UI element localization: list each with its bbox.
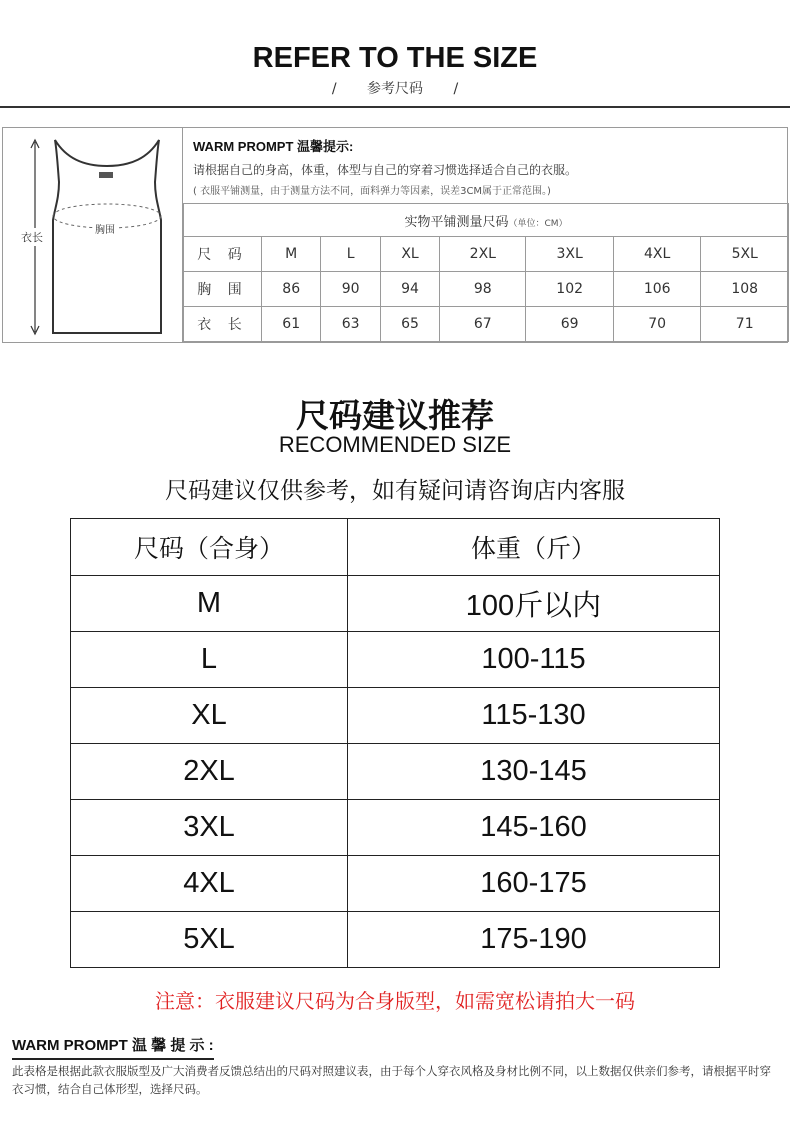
warm-prompt-text: 请根据自己的身高，体重，体型与自己的穿着习惯选择适合自己的衣服。 xyxy=(193,163,578,177)
size-cell: L xyxy=(321,237,380,272)
size-cell: 3XL xyxy=(526,237,614,272)
measurement-caption-text: 实物平铺测量尺码 xyxy=(404,214,509,230)
length-row-label: 衣 长 xyxy=(184,307,262,342)
figure-length-label: 衣长 xyxy=(21,228,43,246)
recommend-title: 尺码建议推荐 xyxy=(296,396,494,435)
recommend-size-cell: M xyxy=(71,576,348,632)
recommend-col-weight: 体重（斤） xyxy=(348,519,720,576)
table-row xyxy=(71,856,720,912)
recommend-weight-cell: 145-160 xyxy=(348,800,720,856)
size-cell: 5XL xyxy=(701,237,789,272)
measurement-table xyxy=(183,203,789,342)
chest-cell: 90 xyxy=(321,272,380,307)
chest-cell: 98 xyxy=(440,272,526,307)
recommend-weight-cell: 100-115 xyxy=(348,632,720,688)
tank-top-figure xyxy=(3,128,183,342)
chest-row-label: 胸 围 xyxy=(184,272,262,307)
recommend-col-size: 尺码（合身） xyxy=(71,519,348,576)
fit-warning: 注意：衣服建议尺码为合身版型，如需宽松请拍大一码 xyxy=(155,989,635,1013)
table-row xyxy=(71,800,720,856)
recommend-size-cell: 3XL xyxy=(71,800,348,856)
length-cell: 69 xyxy=(526,307,614,342)
slash-right: / xyxy=(453,81,459,97)
table-row xyxy=(71,912,720,968)
figure-chest-label: 胸围 xyxy=(93,221,117,236)
page-title: REFER TO THE SIZE xyxy=(252,42,538,74)
chest-cell: 86 xyxy=(262,272,321,307)
length-cell: 71 xyxy=(701,307,789,342)
warm-prompt-note: ( 衣服平铺测量，由于测量方法不同，面料弹力等因素，误差3CM属于正常范围。) xyxy=(193,186,551,197)
recommend-size-cell: 4XL xyxy=(71,856,348,912)
recommend-weight-cell: 160-175 xyxy=(348,856,720,912)
table-row xyxy=(71,576,720,632)
chest-cell: 106 xyxy=(613,272,701,307)
recommend-size-cell: 5XL xyxy=(71,912,348,968)
size-cell: 4XL xyxy=(613,237,701,272)
table-row xyxy=(184,307,789,342)
header-divider xyxy=(0,106,790,108)
length-cell: 61 xyxy=(262,307,321,342)
recommend-header-row xyxy=(71,519,720,576)
measurement-unit: （单位：CM） xyxy=(508,218,568,229)
slash-left: / xyxy=(331,81,337,97)
table-row xyxy=(184,272,789,307)
footer-title: WARM PROMPT 温 馨 提 示 : xyxy=(12,1034,214,1060)
length-cell: 67 xyxy=(440,307,526,342)
table-row xyxy=(71,744,720,800)
measurement-caption-row xyxy=(184,204,789,237)
measurement-caption xyxy=(184,204,789,237)
recommend-size-cell: L xyxy=(71,632,348,688)
chest-cell: 108 xyxy=(701,272,789,307)
chest-cell: 94 xyxy=(380,272,439,307)
footer-text: 此表格是根据此款衣服版型及广大消费者反馈总结出的尺码对照建议表，由于每个人穿衣风格及身材比例不同，以上数据仅供亲们参考，请根据平时穿衣习惯，结合自己体形型，选择尺码。 xyxy=(12,1064,771,1096)
length-cell: 65 xyxy=(380,307,439,342)
size-cell: XL xyxy=(380,237,439,272)
warm-prompt-title: WARM PROMPT 温馨提示: xyxy=(193,139,354,154)
recommend-weight-cell: 130-145 xyxy=(348,744,720,800)
chest-cell: 102 xyxy=(526,272,614,307)
table-row xyxy=(71,632,720,688)
length-cell: 70 xyxy=(613,307,701,342)
recommend-table xyxy=(70,518,720,968)
warm-prompt xyxy=(193,136,783,197)
page-subtitle xyxy=(0,78,790,98)
recommend-subtitle: RECOMMENDED SIZE xyxy=(278,432,512,457)
table-row xyxy=(184,237,789,272)
recommend-note: 尺码建议仅供参考，如有疑问请咨询店内客服 xyxy=(165,478,625,504)
recommend-size-cell: 2XL xyxy=(71,744,348,800)
length-cell: 63 xyxy=(321,307,380,342)
recommend-size-cell: XL xyxy=(71,688,348,744)
size-cell: 2XL xyxy=(440,237,526,272)
recommend-weight-cell: 175-190 xyxy=(348,912,720,968)
size-cell: M xyxy=(262,237,321,272)
size-chart-panel xyxy=(2,127,788,343)
table-row xyxy=(71,688,720,744)
recommend-weight-cell: 100斤以内 xyxy=(348,576,720,632)
recommend-weight-cell: 115-130 xyxy=(348,688,720,744)
size-row-label: 尺 码 xyxy=(184,237,262,272)
page-subtitle-text: 参考尺码 xyxy=(367,81,423,97)
